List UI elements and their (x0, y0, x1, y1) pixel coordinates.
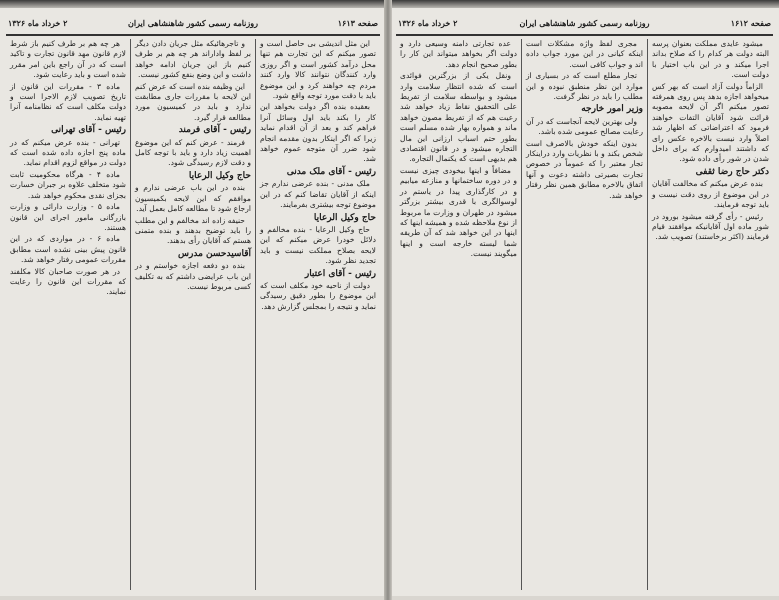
speaker-heading: رئیس - آقای اعتبار (304, 268, 376, 279)
issue-date: ۲ خرداد ماه ۱۳۲۶ (398, 18, 458, 28)
paragraph: این مثل اندیشی بی حاصل است و تصور میکنم که این تجارت هم تنها محل درآمد کشور است و اگر روزی وارد کنندگان نتوانند کالا وارد کنند مردم چه خواهند کرد و این موضوع باید با دقت مورد توجه واقع شود. (260, 39, 376, 101)
page-right (390, 8, 779, 596)
paragraph: تهرانی - بنده عرض میکنم که در ماده پنج اجازه داده شده است که دولت در مواقع لزوم اقدام نماید. (10, 137, 126, 168)
paragraph: در هر صورت صاحبان کالا مکلفند که مقررات این قانون را رعایت نمایند. (10, 266, 126, 297)
paragraph: میشود عایدی مملکت بعنوان پرسه البته دولت هر کدام را که صلاح بداند اجرا میکند و در این باب اختیار با دولت است. (652, 39, 769, 80)
text-column (522, 39, 648, 590)
paragraph: بنده دو دفعه اجازه خواستم و در این باب عرایضی داشتم که به تکلیف کسی مربوط نیست. (135, 261, 251, 291)
paragraph: تجار مطلع است که در بسیاری از موارد این نظر منطبق نبوده و این مطلب را باید در نظر گرفت. (526, 71, 643, 102)
paragraph: فرمند - عرض کنم که این موضوع اهمیت زیاد دارد و باید با توجه کامل و دقت لازم رسیدگی شود. (135, 137, 251, 168)
paragraph: این وظیفه بنده است که عرض کنم این لایحه با مقررات جاری مطابقت ندارد و باید در کمیسیون مورد مطالعه قرار گیرد. (135, 81, 251, 122)
text-column (396, 39, 522, 590)
paragraph: دولت از ناحیه خود مکلف است که این موضوع را بطور دقیق رسیدگی نماید و نتیجه را بمجلس گزارش دهد. (260, 280, 376, 311)
text-column (256, 39, 380, 590)
paragraph: ولی بهترین لایحه آنجاست که در آن رعایت مصالح عمومی شده باشد. (526, 116, 643, 137)
paragraph: مجری لفظ واژه مشکلات است اینکه کیانی در این مورد جواب داده اند و جواب کافی است. (526, 39, 643, 69)
paragraph: حنیفه زاده اند مخالفم و این مطلب را باید توضیح بدهند و بنده متمنی هستم که آقایان رأی بدهند. (135, 215, 251, 246)
speaker-heading: رئیس - آقای ملک مدنی (286, 166, 376, 177)
page-header (398, 16, 771, 32)
paragraph: ماده ۵ - وزارت دارائی و وزارت بازرگانی مامور اجرای این قانون هستند. (10, 202, 126, 232)
paragraph: حاج وکیل الرعایا - بنده مخالفم و دلائل خودرا عرض میکنم که این لایحه بصلاح مملکت نیست و باید تجدید نظر شود. (260, 224, 376, 266)
speaker-heading: وزیر امور خارجه (581, 104, 643, 115)
newspaper-title: روزنامه رسمی کشور شاهنشاهی ایران (128, 18, 258, 28)
text-column (648, 39, 773, 590)
speaker-heading: رئیس - آقای تهرانی (51, 125, 126, 136)
paragraph: بنده عرض میکنم که مخالفت آقایان در این موضوع از روی دقت نیست و باید توجه فرمایند. (652, 179, 769, 210)
text-column (6, 39, 131, 590)
header-rule (396, 34, 773, 36)
paragraph: عده تجارتی دامنه وسیعی دارد و دولت اگر بخواهد میتواند این کار را بطور صحیح انجام دهد. (400, 39, 517, 69)
columns (6, 39, 380, 590)
paragraph: ملک مدنی - بنده عرضی ندارم جز اینکه از آقایان تقاضا کنم که در این موضوع توجه بیشتری بفرمایند. (260, 179, 376, 210)
speaker-heading: حاج وکیل الرعایا (188, 170, 251, 181)
page-gutter (384, 0, 392, 600)
paragraph: بنده در این باب عرضی ندارم و موافقم که این لایحه بکمیسیون ارجاع شود تا مطالعه کامل بعمل آید. (135, 183, 251, 214)
speaker-heading: دکتر حاج رضا ثقفی (695, 166, 769, 177)
newspaper-title: روزنامه رسمی کشور شاهنشاهی ایران (519, 18, 650, 28)
page-number: صفحه ۱۶۱۳ (337, 18, 378, 28)
paragraph: رئیس - رأی گرفته میشود بورود در شور ماده اول آقایانیکه موافقند قیام فرمایند (اکثر برخاستند) تصویب شد. (652, 211, 769, 242)
page-header (8, 16, 378, 32)
header-rule (6, 34, 380, 36)
paragraph: ماده ۴ - هرگاه محکومیت ثابت شود متخلف علاوه بر جبران خسارت بجزای نقدی محکوم خواهد شد. (10, 169, 126, 200)
paragraph: بعقیده بنده اگر دولت بخواهد این کار را بکند باید اول وسائل آنرا فراهم کند و بعد از آن اقدام نماید زیرا که اگر اینکار بدون مقدمه انجام شود ضرر آن متوجه عموم خواهد شد. (260, 102, 376, 164)
paragraph: ماده ۶ - در مواردی که در این قانون پیش بینی نشده است مطابق مقررات عمومی رفتار خواهد شد. (10, 234, 126, 265)
paragraph: مضافاً و اینها بیخودی چیزی نیست و در دوره ساختمانها و منازعه میابیم و در کارگذاری پیدا در یاستم در لوسوالگری با قدری بیشتر بزرگتر میشود در طهران و وزارت ما مربوط از نوع ملاحظه شده و همیشه اینها که اینها در این خواهد شد که آن طریقه شما لیسته خارجه است و اینها میگویند نیست. (400, 165, 517, 259)
paragraph: الزاماً دولت آزاد است که بهر کس میخواهد اجازه بدهد پس روی همرفته تصور میکنم اگر آن لایحه مصوبه قرائت شود آقایان التفات خواهند فرمود که اعتراضاتی که اظهار شد اصلاً وارد نیست بالاخره عکس رای که داشتند امیدوارم که برای داخل شدن در شور رأی داده شود. (652, 81, 769, 164)
text-column (131, 39, 256, 590)
speaker-heading: آقاسیدحسن مدرس (178, 248, 251, 259)
speaker-heading: رئیس - آقای فرمند (178, 125, 251, 136)
paragraph: ونقل یکی از بزرگترین فوائدی است که شده انتظار سلامت وارد میشود و بواسطه سلامت از تفریط علی التحقیق نقاط زیاد خواهد شد رعیت هم که از تفریط مصون خواهد ماند و همواره بهار شده مسلم است بطور حتم اسباب ارزانی این مال التجاره میشود و در قانون اقتصادی هم بدیهی است که یکنمال التجاره. (400, 71, 517, 164)
page-number: صفحه ۱۶۱۲ (730, 18, 771, 28)
speaker-heading: حاج وکیل الرعایا (313, 212, 376, 223)
issue-date: ۲ خرداد ماه ۱۳۲۶ (8, 18, 68, 28)
paragraph: ماده ۳ - مقررات این قانون از تاریخ تصویب لازم الاجرا است و دولت مکلف است که نظامنامه آنرا تهیه نماید. (10, 81, 126, 122)
paragraph: بدون اینکه خودش بالاصرف است شخص بکند و با نظریات وارد دراینکار تجار معتبر را که عموماً در خصوص تجارت بصیرتی داشته دعوت و آنها اتفاق بالاخره مطابق همین نظر رفتار خواهد شد. (526, 138, 643, 200)
columns (396, 39, 773, 590)
paragraph: هر چه هم بر طرف کنیم باز شرط لازم قانون مهد قانون تجارت و تاکید است که در آن راجع باین امر مقرر شده است و باید رعایت شود. (10, 39, 126, 80)
page-left (0, 8, 386, 596)
paragraph: و تاجرهائیکه مثل جریان دادن دیگر بر لفظ واداراند هر چه هم بر طرف کنیم باز این جریان ادامه خواهد داشت و این وضع بنفع کشور نیست. (135, 39, 251, 80)
